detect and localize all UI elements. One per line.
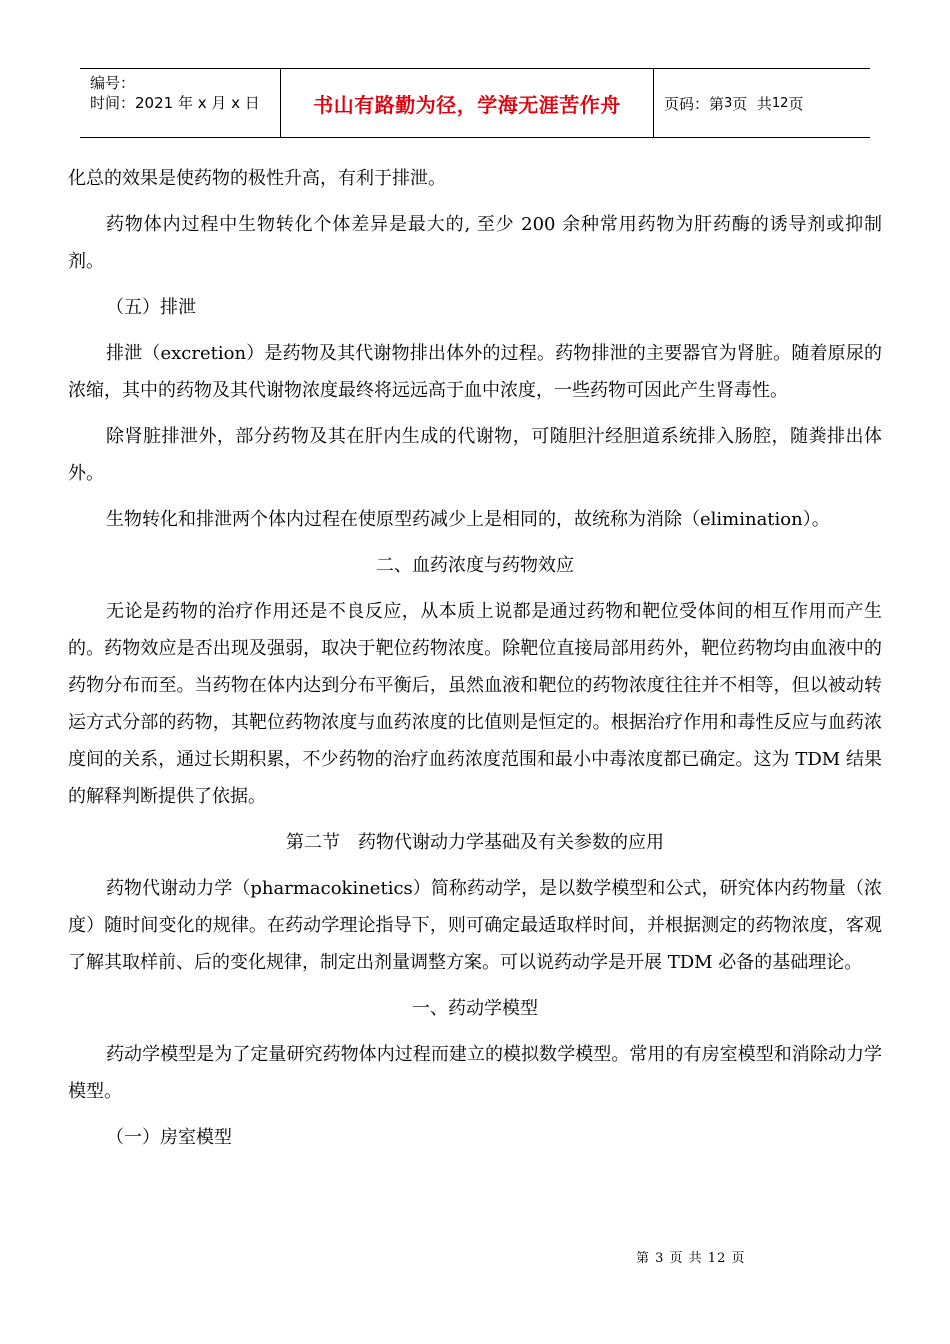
motto-text: 书山有路勤为径，学海无涯苦作舟 [313,92,621,117]
document-number: 编号： [90,74,136,92]
document-body [68,160,882,1165]
subheading-compartment: （一）房室模型 [106,1127,232,1148]
paragraph: 除肾脏排泄外，部分药物及其在肝内生成的代谢物，可随胆汁经胆道系统排入肠腔，随粪排出体外。 [68,426,882,484]
paragraph: 生物转化和排泄两个体内过程在使原型药减少上是相同的，故统称为消除（elimination）。 [106,509,830,530]
header-motto [280,69,654,137]
header-meta [80,69,280,137]
paragraph: 药动学模型是为了定量研究药物体内过程而建立的模拟数学模型。常用的有房室模型和消除动力学模型。 [68,1044,882,1102]
paragraph: 药物代谢动力学（pharmacokinetics）简称药动学，是以数学模型和公式，研究体内药物量（浓度）随时间变化的规律。在药动学理论指导下，则可确定最适取样时间，并根据测定的药物浓度，客观了解其取样前、后的变化规律，制定出剂量调整方案。可以说药动学是开展 TDM 必备的基础理论。 [68,878,882,973]
page-total: 12 [771,95,789,111]
chapter-heading: 第二节 药物代谢动力学基础及有关参数的应用 [286,832,664,853]
document-date: 时间：2021 年 x 月 x 日 [90,94,260,112]
page-header [80,68,870,138]
page-suffix: 页 [788,94,804,113]
page-number: 3 [724,95,733,111]
paragraph: 排泄（excretion）是药物及其代谢物排出体外的过程。药物排泄的主要器官为肾脏。随着原尿的浓缩，其中的药物及其代谢物浓度最终将远远高于血中浓度，一些药物可因此产生肾毒性。 [68,343,882,401]
paragraph: 化总的效果是使药物的极性升高，有利于排泄。 [68,168,446,189]
page-mid: 页 共 [732,94,772,113]
section-heading: 二、血药浓度与药物效应 [376,555,574,576]
paragraph: 无论是药物的治疗作用还是不良反应，从本质上说都是通过药物和靶位受体间的相互作用而产生的。药物效应是否出现及强弱，取决于靶位药物浓度。除靶位直接局部用药外，靶位药物均由血液中的药物分布而至。当药物在体内达到分布平衡后，虽然血液和靶位的药物浓度往往并不相等，但以被动转运方式分部的药物，其靶位药物浓度与血药浓度的比值则是恒定的。根据治疗作用和毒性反应与血药浓度间的关系，通过长期积累，不少药物的治疗血药浓度范围和最小中毒浓度都已确定。这为 TDM 结果的解释判断提供了依据。 [68,601,882,807]
section-heading: 一、药动学模型 [412,998,538,1019]
header-page-info [654,69,870,137]
page-prefix: 页码：第 [664,94,725,113]
paragraph: 药物体内过程中生物转化个体差异是最大的, 至少 200 余种常用药物为肝药酶的诱导剂或抑制剂。 [68,214,882,272]
subheading-excretion: （五）排泄 [106,297,196,318]
page-footer: 第 3 页 共 12 页 [636,1251,746,1266]
